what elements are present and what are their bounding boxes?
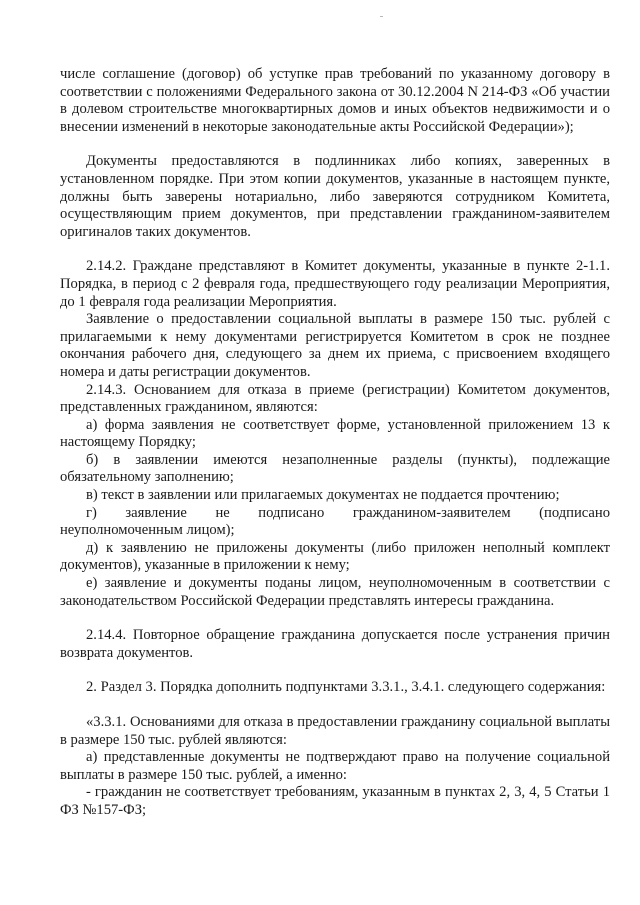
paragraph-2-14-3: 2.14.3. Основанием для отказа в приеме (регистрации) Комитетом документов, представленных гражданином, являются:: [60, 381, 610, 416]
scan-mark: [380, 16, 383, 17]
paragraph-application-registration: Заявление о предоставлении социальной выплаты в размере 150 тыс. рублей с прилагаемыми к нему документами регистрируется Комитетом в срок не позднее окончания рабочего дня, следующего за днем их приема, с присвоением входящего номера и даты регистрации документов.: [60, 311, 610, 380]
paragraph-2-14-4: 2.14.4. Повторное обращение гражданина допускается после устранения причин возврата документов.: [60, 627, 610, 661]
paragraph-continuation: числе соглашение (договор) об уступке прав требований по указанному договору в соответствии с положениями Федерального закона от 30.12.2004 N 214-ФЗ «Об участии в долевом строительстве многоквартирных домов и иных объектов недвижимости и о внесении изменений в некоторые законодательные акты Российской Федерации»);: [60, 66, 610, 135]
list-item-b: б) в заявлении имеются незаполненные разделы (пункты), подлежащие обязательному заполнению;: [60, 451, 610, 486]
paragraph-3-3-1: «3.3.1. Основаниями для отказа в предоставлении гражданину социальной выплаты в размере 150 тыс. рублей являются:: [60, 714, 610, 748]
list-item-requirements: - гражданин не соответствует требованиям, указанным в пунктах 2, 3, 4, 5 Статьи 1 ФЗ №157-ФЗ;: [60, 784, 610, 818]
list-item-g: г) заявление не подписано гражданином-заявителем (подписано неуполномоченным лицом);: [60, 504, 610, 539]
paragraph-2-14-2: 2.14.2. Граждане представляют в Комитет документы, указанные в пункте 2-1.1. Порядка, в период с 2 февраля года, предшествующего году реализации Мероприятия, до 1 февраля года реализации Мероприятия.: [60, 258, 610, 310]
paragraph-section-3-amendment: 2. Раздел 3. Порядка дополнить подпунктами 3.3.1., 3.4.1. следующего содержания:: [86, 679, 606, 696]
list-item-v: в) текст в заявлении или прилагаемых документах не поддается прочтению;: [86, 487, 560, 504]
list-item-d: д) к заявлению не приложены документы (либо приложен неполный комплект документов), указанные в приложении к нему;: [60, 539, 610, 574]
paragraph-documents-certification: Документы предоставляются в подлинниках либо копиях, заверенных в установленном порядке. При этом копии документов, указанные в настоящем пункте, должны быть заверены нотариально, либо заверяются сотрудником Комитета, осуществляющим прием документов, при представлении гражданином-заявителем оригиналов таких документов.: [60, 153, 610, 240]
document-body: [60, 66, 610, 820]
list-item-e: е) заявление и документы поданы лицом, неуполномоченным в соответствии с законодательством Российской Федерации представлять интересы гражданина.: [60, 575, 610, 609]
list-item-a: а) форма заявления не соответствует форме, установленной приложением 13 к настоящему Порядку;: [60, 416, 610, 451]
list-item-3-3-1-a: а) представленные документы не подтверждают право на получение социальной выплаты в размере 150 тыс. рублей, а именно:: [60, 749, 610, 783]
